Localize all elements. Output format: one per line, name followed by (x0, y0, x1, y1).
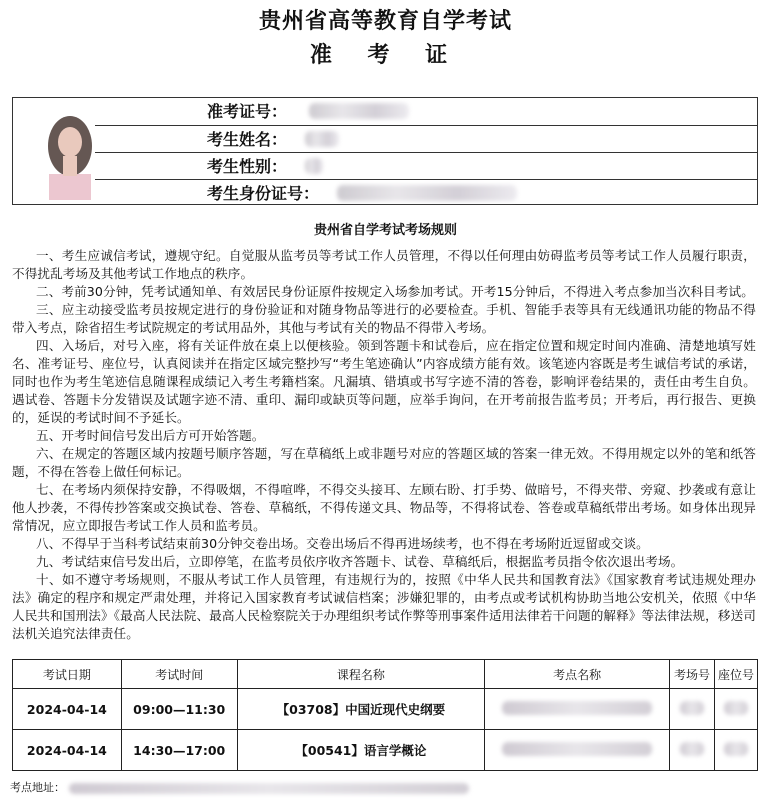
candidate-fields (95, 98, 757, 204)
rules-title: 贵州省自学考试考场规则 (313, 223, 457, 238)
cell-room (670, 730, 715, 771)
field-label: 考生性别： (207, 157, 288, 176)
rule-item: 十、如不遵守考场规则，不服从考试工作人员管理，有违规行为的，按照《中华人民共和国教育法》《国家教育考试违规处理办法》确定的程序和规定严肃处理，并将记入国家教育考试诚信档案；涉嫌犯罪的，由考点或考试机构协助当地公安机关，依照《中华人民共和国刑法》《最高人民法院、最高人民检察院关于办理组织考试作弊等刑事案件适用法律若干问题的解释》等法律法规，移送司法机关追究法律责任。 (12, 572, 756, 641)
rule-item: 六、在规定的答题区域内按题号顺序答题，写在草稿纸上或非题号对应的答题区域的答案一律无效。不得用规定以外的笔和纸答题，不得在答卷上做任何标记。 (12, 446, 756, 479)
redacted-value (680, 742, 704, 756)
cell-time: 14:30—17:00 (121, 730, 237, 771)
rule-item: 七、在考场内须保持安静，不得吸烟，不得喧哗，不得交头接耳、左顾右盼、打手势、做暗号，不得夹带、旁窥、抄袭或有意让他人抄袭，不得传抄答案或交换试卷、答卷、草稿纸，不得传递文具、物品等，不得将试卷、答卷或草稿纸带出考场。如身体出现异常情况，应立即报告考试工作人员和监考员。 (12, 482, 756, 533)
candidate-info-box (12, 97, 758, 205)
field-admission-number (95, 98, 757, 125)
cell-room (670, 689, 715, 730)
field-gender (95, 152, 757, 179)
redacted-value (724, 742, 748, 756)
cell-seat (714, 689, 757, 730)
cell-time: 09:00—11:30 (121, 689, 237, 730)
field-label: 考生身份证号： (207, 184, 320, 203)
redacted-value (502, 742, 652, 756)
rule-item: 四、入场后，对号入座，将有关证件放在桌上以便核验。领到答题卡和试卷后，应在指定位置和规定时间内准确、清楚地填写姓名、准考证号、座位号，认真阅读并在指定区域完整抄写“考生笔迹确认”内容成绩方能有效。该笔迹内容既是考生诚信考试的承诺，同时也作为考生笔迹信息随课程成绩记入考生考籍档案。凡漏填、错填或书写字迹不清的答卷，影响评卷结果的，责任由考生自负。遇试卷、答题卡分发错误及试题字迹不清、重印、漏印或缺页等问题，应举手询问，在开考前报告监考员；开考后，再行报告、更换的，延误的考试时间不予延长。 (12, 338, 756, 425)
cell-venue (485, 689, 670, 730)
cell-venue (485, 730, 670, 771)
rule-item: 三、应主动接受监考员按规定进行的身份验证和对随身物品等进行的必要检查。手机、智能手表等具有无线通讯功能的物品不得带入考点，除省招生考试院规定的考试用品外，其他与考试有关的物品不得带入考场。 (12, 302, 756, 335)
venue-address (10, 779, 469, 795)
cell-course: 【00541】语言学概论 (237, 730, 485, 771)
rules-body (12, 247, 756, 643)
field-id-number (95, 179, 757, 206)
redacted-value (69, 783, 469, 794)
header-exam-date: 考试日期 (13, 660, 122, 689)
table-header-row (13, 660, 758, 689)
table-row (13, 689, 758, 730)
address-label: 考点地址： (10, 781, 65, 794)
rule-item: 五、开考时间信号发出后方可开始答题。 (36, 428, 265, 443)
cell-date: 2024-04-14 (13, 689, 122, 730)
page-title: 贵州省高等教育自学考试 (258, 9, 512, 34)
cell-seat (714, 730, 757, 771)
rule-item: 八、不得早于当科考试结束前30分钟交卷出场。交卷出场后不得再进场续考，也不得在考场附近逗留或交谈。 (36, 536, 649, 551)
redacted-value (724, 701, 748, 715)
page-subtitle: 准 考 证 (309, 43, 462, 68)
field-name (95, 125, 757, 152)
field-label: 考生姓名： (207, 130, 288, 149)
exam-schedule-table (12, 659, 758, 771)
header-room-number: 考场号 (670, 660, 715, 689)
rule-item: 一、考生应诚信考试，遵规守纪。自觉服从监考员等考试工作人员管理，不得以任何理由妨碍监考员等考试工作人员履行职责，不得扰乱考场及其他考试工作地点的秩序。 (12, 248, 756, 281)
redacted-value (337, 185, 517, 201)
redacted-value (305, 131, 339, 147)
field-label: 准考证号： (207, 102, 288, 121)
cell-date: 2024-04-14 (13, 730, 122, 771)
table-row (13, 730, 758, 771)
header-course-name: 课程名称 (237, 660, 485, 689)
header-venue-name: 考点名称 (485, 660, 670, 689)
header-seat-number: 座位号 (714, 660, 757, 689)
cell-course: 【03708】中国近现代史纲要 (237, 689, 485, 730)
redacted-value (305, 158, 323, 174)
redacted-value (502, 701, 652, 715)
header-exam-time: 考试时间 (121, 660, 237, 689)
redacted-value (309, 103, 409, 119)
redacted-value (680, 701, 704, 715)
rule-item: 二、考前30分钟，凭考试通知单、有效居民身份证原件按规定入场参加考试。开考15分钟后，不得进入考点参加当次科目考试。 (36, 284, 754, 299)
rule-item: 九、考试结束信号发出后，立即停笔，在监考员依序收齐答题卡、试卷、草稿纸后，根据监考员指令依次退出考场。 (36, 554, 684, 569)
